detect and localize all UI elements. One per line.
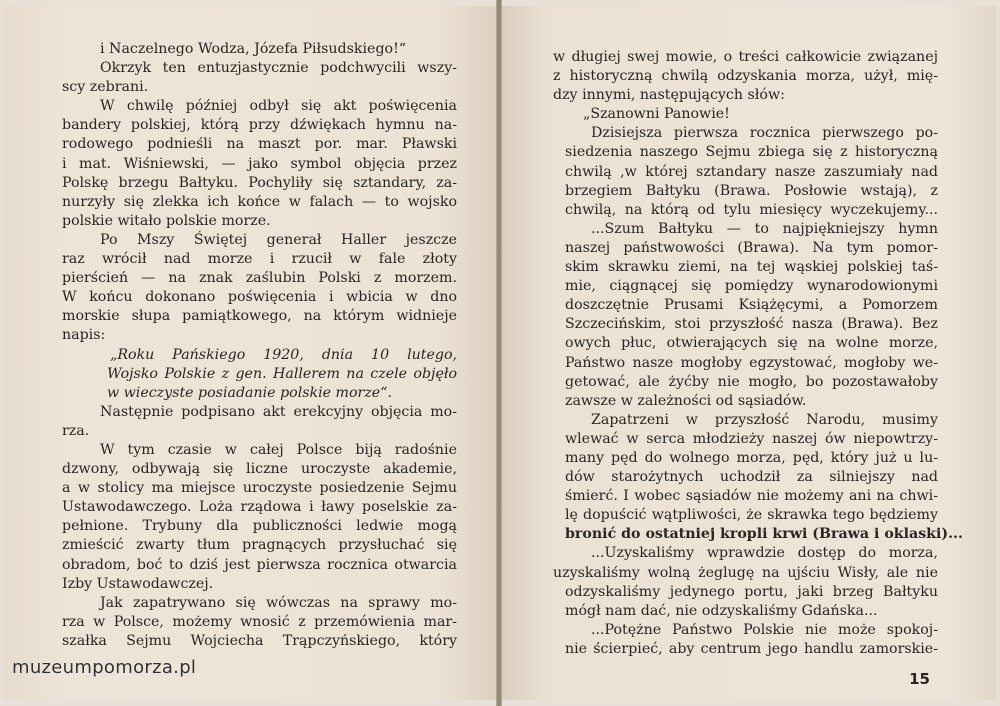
left-line: Polskę brzegu Bałtyku. Pochyliły się sztandary, za-	[62, 174, 457, 191]
left-line: i mat. Wiśniewski, — jako symbol objęcia przez	[62, 155, 457, 172]
left-line: Ustawodawczego. Loża rządowa i ławy poselskie za-	[62, 499, 457, 516]
right-line: Dzisiejsza pierwsza rocznica pierwszego po-	[591, 125, 938, 142]
right-line: brzegiem Bałtyku (Brawa. Posłowie wstają), z	[565, 182, 938, 199]
right-line: odzyskaliśmy jedynego portu, jaki brzeg Bałtyku	[565, 583, 938, 600]
right-line: getować, ale żyćby nie mogło, bo pozostawałoby	[565, 373, 938, 390]
left-line: napis:	[62, 327, 106, 344]
left-line: scy zebrani.	[62, 79, 149, 96]
book-gutter	[496, 0, 502, 706]
left-line: pełnione. Trybuny dla publiczności ledwie mogą	[62, 518, 457, 535]
right-line: uzyskaliśmy wolną żeglugę na ujściu Wisły, ale nie	[553, 564, 938, 581]
right-line: many pęd do wolnego morza, pęd, który już u lu-	[565, 449, 938, 466]
left-line: Jak zapatrywano się wówczas na sprawy mo-	[100, 594, 457, 611]
right-line: ...Uzyskaliśmy wprawdzie dostęp do morza,	[591, 545, 938, 562]
left-line: rza w Polsce, możemy wnosić z przemówienia mar-	[62, 613, 457, 630]
left-line: nurzyły się zlekka ich końce w falach — to wojsko	[62, 193, 457, 210]
right-line: skim skrawku ziemi, na tej wąskiej polskiej taś-	[565, 259, 938, 276]
right-line: doszczętnie Prusami Książęcymi, a Pomorzem	[565, 297, 938, 314]
left-line: zmieścić zwarty tłum pragnących przysłuchać się	[62, 537, 457, 554]
left-line: i Naczelnego Wodza, Józefa Piłsudskiego!“	[100, 41, 407, 57]
right-page-text	[553, 48, 963, 659]
left-line: Następnie podpisano akt erekcyjny objęcia mo-	[100, 403, 457, 420]
right-line: mie, ciągnącej się pomiędzy wynarodowionymi	[565, 278, 938, 295]
left-line: w wieczyste posiadanie polskie morze“.	[107, 384, 392, 401]
right-line: chwilą, na którą od tylu miesięcy wyczekujemy...	[565, 201, 938, 218]
right-line: w długiej swej mowie, o treści całkowicie związanej	[553, 49, 938, 65]
right-line: ...Potężne Państwo Polskie nie może spokoj-	[591, 621, 938, 638]
right-line: dzy innymi, następujących słów:	[553, 87, 785, 104]
left-line: morskie słupa pamiątkowego, na którym widnieje	[62, 308, 457, 325]
left-line: Izby Ustawodawczej.	[62, 575, 214, 592]
right-line: mógł nam dać, nie odzyskaliśmy Gdańska...	[565, 602, 878, 619]
left-line: rodowego podnieśli na maszt por. mar. Pławski	[62, 136, 457, 153]
left-line: W chwilę później odbył się akt poświęcenia	[100, 98, 457, 115]
page-number: 15	[909, 670, 930, 688]
left-line: Po Mszy Świętej generał Haller jeszcze	[100, 231, 457, 248]
right-line: ...Szum Bałtyku — to najpiękniejszy hymn	[591, 220, 938, 237]
right-line: dów starożytnych uchodził za silniejszy nad	[565, 469, 938, 486]
left-line: raz wrócił nad morze i rzucił w fale złoty	[62, 251, 457, 268]
right-line: nie ścierpieć, aby centrum jego handlu zamorskie-	[565, 640, 938, 657]
right-line: „Szanowni Panowie!	[583, 106, 730, 123]
left-page-text	[62, 40, 457, 651]
left-line: Wojsko Polskie z gen. Hallerem na czele objęło	[107, 365, 457, 382]
right-line: śmierć. I wobec sąsiadów nie możemy ani na chwi-	[565, 488, 938, 505]
right-line: bronić do ostatniej kropli krwi (Brawa i oklaski)...	[565, 526, 963, 543]
right-line: Szczecińskim, stoi przyszłość nasza (Brawa). Bez	[565, 316, 938, 333]
left-line: rza.	[62, 422, 90, 439]
right-line: Państwo nasze mogłoby egzystować, mogłoby we-	[565, 354, 938, 371]
right-line: wlewać w serca młodzieży naszej ów niepowtrzy-	[565, 430, 938, 447]
left-line: „Roku Pańskiego 1920, dnia 10 lutego,	[110, 346, 457, 363]
right-line: lę dopuścić wątpliwości, że skrawka tego będziemy	[565, 507, 938, 524]
left-line: obradom, boć to dziś jest pierwsza rocznica otwarcia	[62, 556, 457, 573]
left-line: a w stolicy ma miejsce uroczyste posiedzenie Sejmu	[62, 480, 457, 497]
right-line: owych płuc, otwierających się na wolne morze,	[565, 335, 938, 352]
right-line: siedzenia naszego Sejmu zbiega się z historyczną	[565, 144, 938, 161]
watermark: muzeumpomorza.pl	[12, 657, 197, 678]
left-line: dzwony, odbywają się liczne uroczyste akademie,	[62, 461, 457, 478]
right-line: zawsze w zależności od sąsiadów.	[565, 392, 807, 409]
left-line: bandery polskiej, którą przy dźwiękach hymnu na-	[62, 117, 457, 134]
left-line: polskie witało polskie morze.	[62, 212, 271, 229]
right-line: naszej państwowości (Brawa). Na tym pomor-	[565, 239, 938, 256]
left-line: szałka Sejmu Wojciecha Trąpczyńskiego, który	[62, 632, 457, 649]
left-line: W tym czasie w całej Polsce biją radośnie	[100, 441, 457, 458]
right-line: Zapatrzeni w przyszłość Narodu, musimy	[591, 411, 938, 428]
left-line: W końcu dokonano poświęcenia i wbicia w dno	[62, 289, 457, 306]
left-line: Okrzyk ten entuzjastycznie podchwycili wszy-	[100, 60, 457, 77]
right-line: chwilą ,w której sztandary nasze zaszumiały nad	[565, 163, 938, 180]
right-line: z historyczną chwilą odzyskania morza, użył, mię-	[553, 68, 938, 85]
left-line: pierścień — na znak zaślubin Polski z morzem.	[62, 270, 457, 287]
